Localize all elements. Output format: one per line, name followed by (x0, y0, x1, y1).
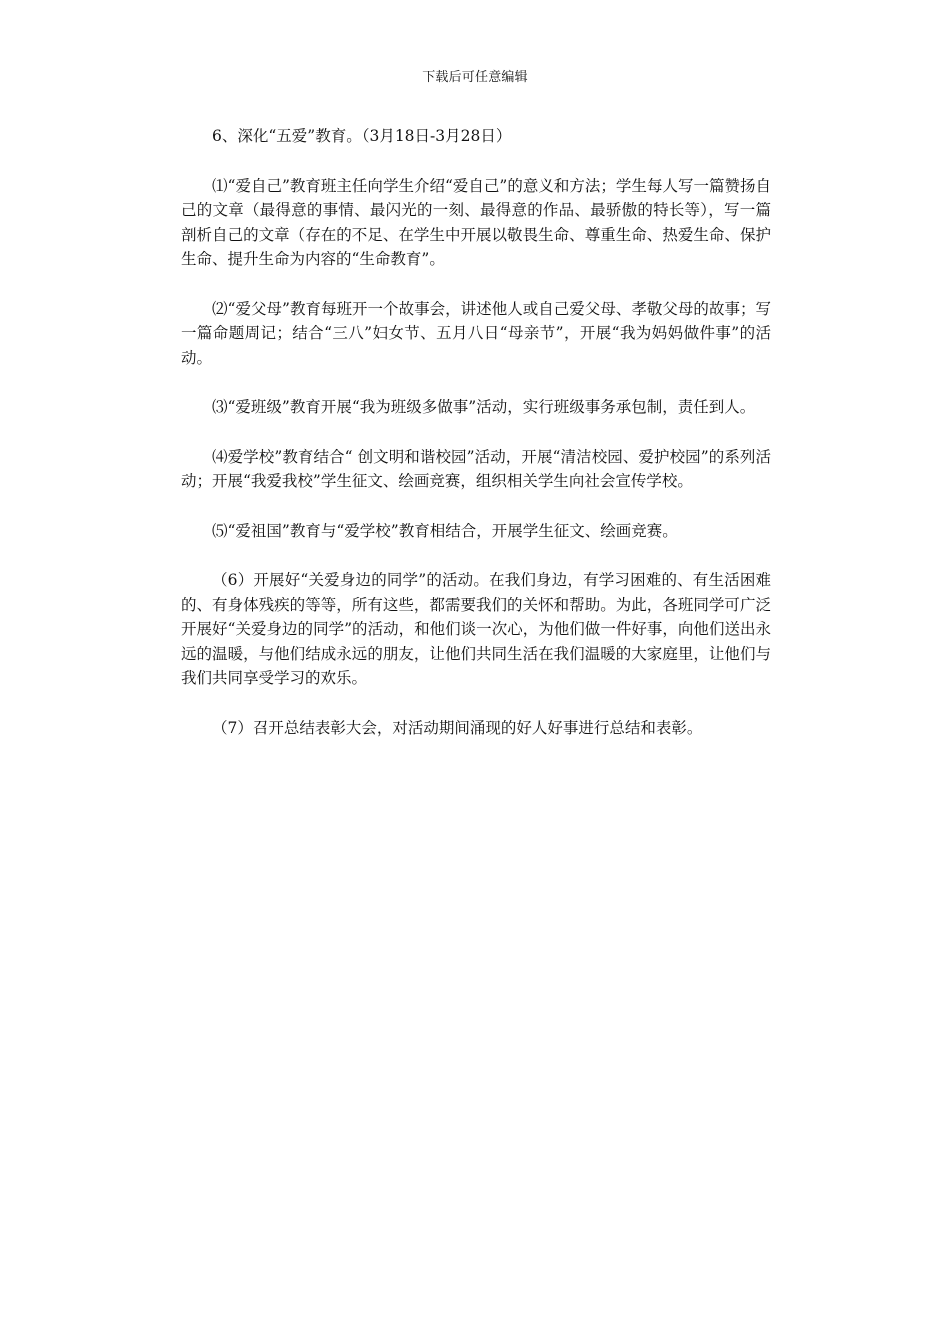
paragraph-love-class: ⑶“爱班级”教育开展“我为班级多做事”活动，实行班级事务承包制，责任到人。 (212, 398, 756, 416)
paragraph-love-school: ⑷爱学校”教育结合“ 创文明和谐校园”活动，开展“清洁校园、爱护校园”的系列活动；开展“我爱我校”学生征文、绘画竞赛，组织相关学生向社会宣传学校。 (181, 447, 771, 490)
document-body (181, 124, 771, 765)
section-title: 6、深化“五爱”教育。（3月18日-3月28日） (212, 127, 512, 145)
paragraph-care-classmates: （6）开展好“关爱身边的同学”的活动。在我们身边，有学习困难的、有生活困难的、有身体残疾的等等，所有这些，都需要我们的关怀和帮助。为此，各班同学可广泛开展好“关爱身边的同学”的活动，和他们谈一次心，为他们做一件好事，向他们送出永远的温暖，与他们结成永远的朋友，让他们共同生活在我们温暖的大家庭里，让他们与我们共同享受学习的欢乐。 (181, 571, 771, 687)
paragraph-summary-meeting: （7）召开总结表彰大会，对活动期间涌现的好人好事进行总结和表彰。 (212, 718, 703, 737)
paragraph-love-self: ⑴“爱自己”教育班主任向学生介绍“爱自己”的意义和方法；学生每人写一篇赞扬自己的文章（最得意的事情、最闪光的一刻、最得意的作品、最骄傲的特长等），写一篇剖析自己的文章（存在的不足、在学生中开展以敬畏生命、尊重生命、热爱生命、保护生命、提升生命为内容的“生命教育”。 (181, 176, 771, 268)
paragraph-love-country: ⑸“爱祖国”教育与“爱学校”教育相结合，开展学生征文、绘画竞赛。 (212, 521, 678, 540)
paragraph-love-parents: ⑵“爱父母”教育每班开一个故事会，讲述他人或自己爱父母、孝敬父母的故事；写一篇命题周记；结合“三八”妇女节、五月八日“母亲节”，开展“我为妈妈做件事”的活动。 (181, 299, 771, 367)
page-header: 下载后可任意编辑 (422, 70, 528, 85)
